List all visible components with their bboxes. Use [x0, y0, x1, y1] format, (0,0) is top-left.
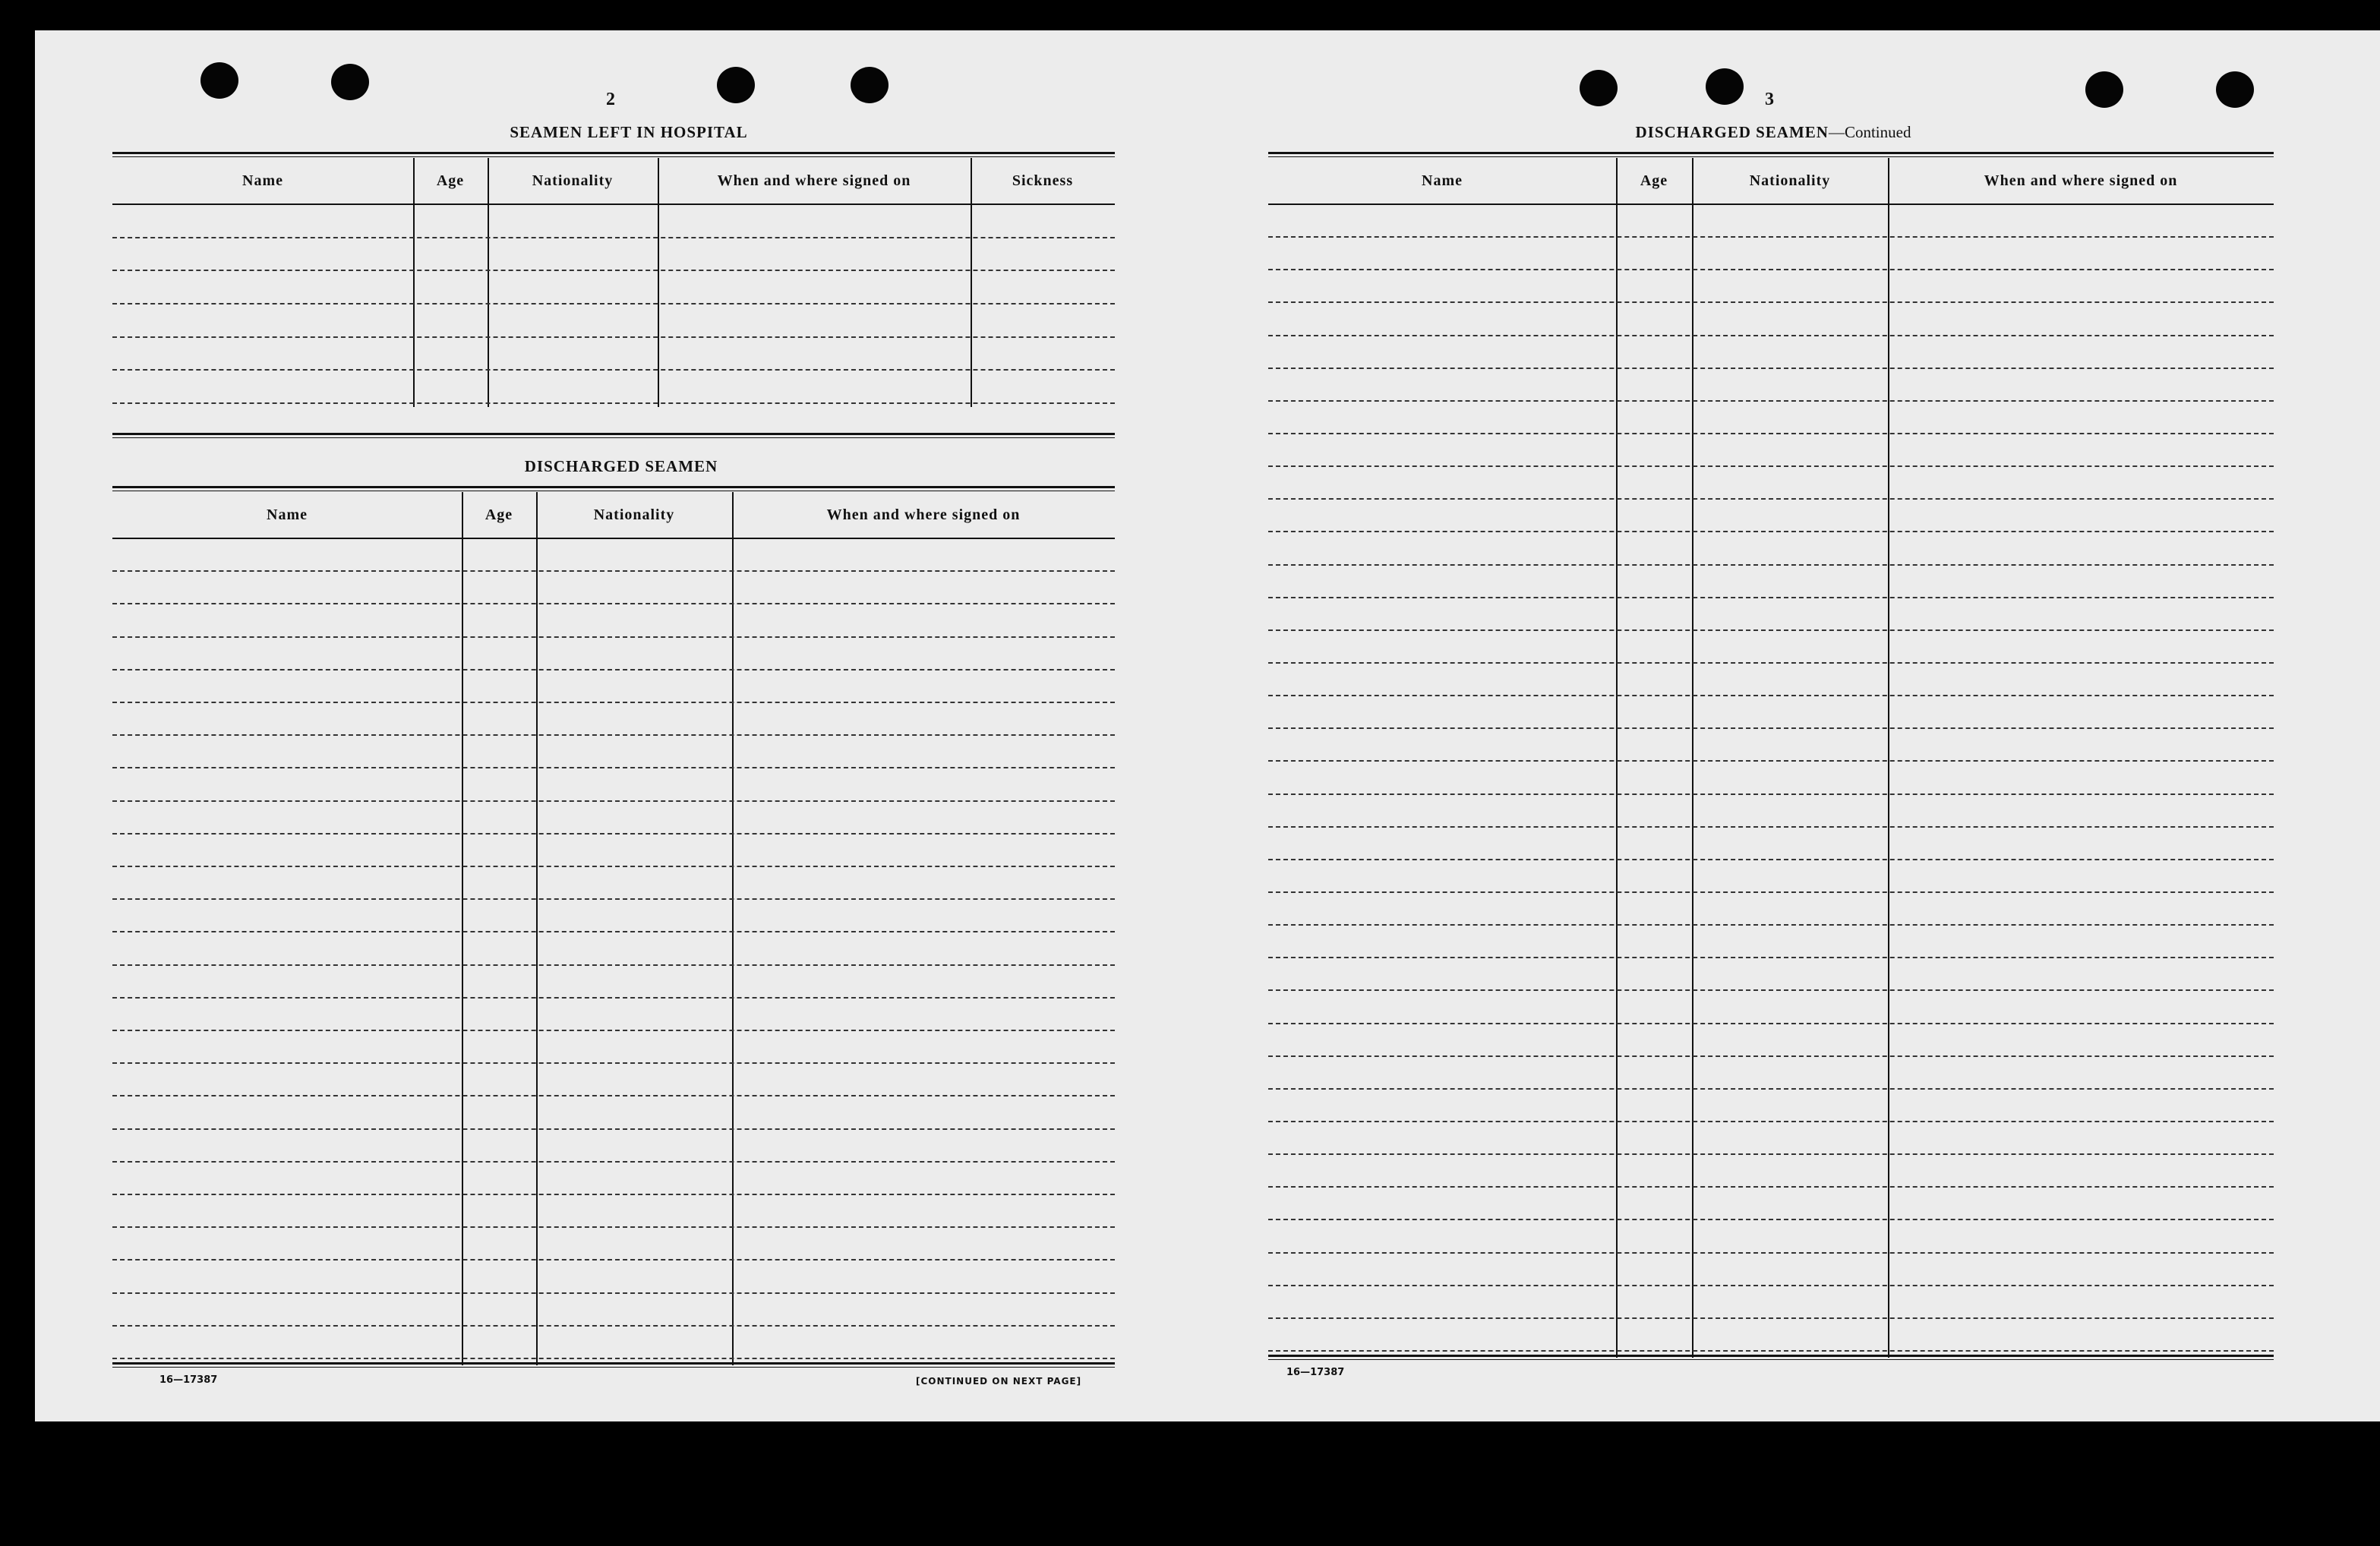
left-page — [112, 30, 1153, 1421]
column-header-signed-on: When and where signed on — [826, 506, 1021, 523]
table-row-line — [1268, 695, 2274, 696]
table-row-line — [112, 1226, 1115, 1228]
table-row-line — [1268, 1153, 2274, 1155]
table-row-line — [1268, 400, 2274, 402]
column-header-age: Age — [485, 506, 513, 523]
table-row-line — [112, 369, 1115, 371]
table-row-line — [1268, 269, 2274, 270]
column-header-sickness: Sickness — [1012, 172, 1074, 189]
table-row-line — [1268, 368, 2274, 369]
table-row-line — [112, 800, 1115, 802]
table-row-line — [1268, 335, 2274, 336]
column-header-nationality: Nationality — [593, 506, 675, 523]
column-header-name: Name — [242, 172, 283, 189]
page-number: 2 — [606, 90, 615, 109]
table-row-line — [112, 1292, 1115, 1294]
table-row-line — [1268, 531, 2274, 532]
column-divider — [462, 492, 463, 1365]
table-row-line — [1268, 1317, 2274, 1319]
table-row-line — [1268, 465, 2274, 467]
table-row-line — [112, 767, 1115, 768]
table-row-line — [112, 570, 1115, 572]
table-row-line — [112, 1161, 1115, 1163]
table-row-line — [1268, 301, 2274, 303]
column-divider — [1616, 158, 1618, 1358]
section-title-suffix: —Continued — [1828, 123, 1911, 141]
table-row-line — [112, 669, 1115, 670]
table-row-line — [1268, 794, 2274, 795]
hospital-top-rule — [112, 152, 1115, 157]
table-row-line — [1268, 826, 2274, 828]
discharged-top-rule — [1268, 152, 2274, 157]
discharged-continued-title — [1268, 123, 2278, 142]
hospital-table — [112, 158, 1115, 437]
discharged-table — [112, 492, 1115, 1365]
table-row-line — [1268, 760, 2274, 762]
table-row-line — [112, 636, 1115, 638]
ledger-sheet — [35, 30, 2380, 1421]
table-row-line — [112, 931, 1115, 932]
table-row-line — [1268, 1121, 2274, 1122]
column-header-age: Age — [436, 172, 465, 189]
discharged-bottom-rule — [1268, 1355, 2274, 1360]
section-title-text: DISCHARGED SEAMEN — [1635, 123, 1829, 141]
column-header-signed-on: When and where signed on — [1984, 172, 2178, 189]
discharged-top-rule — [112, 486, 1115, 491]
table-row-line — [112, 402, 1115, 404]
column-divider — [1888, 158, 1889, 1358]
header-underline — [1268, 204, 2274, 205]
table-row-line — [1268, 924, 2274, 926]
column-divider — [1692, 158, 1693, 1358]
column-header-name: Name — [1422, 172, 1463, 189]
table-row-line — [1268, 433, 2274, 434]
table-row-line — [1268, 989, 2274, 991]
discharged-bottom-rule — [112, 1362, 1115, 1368]
hospital-section-title: SEAMEN LEFT IN HOSPITAL — [510, 123, 748, 141]
table-row-line — [112, 237, 1115, 238]
table-row-line — [1268, 629, 2274, 631]
table-row-line — [112, 1030, 1115, 1031]
table-row-line — [1268, 859, 2274, 860]
table-row-line — [112, 964, 1115, 966]
table-row-line — [1268, 1088, 2274, 1090]
table-row-line — [112, 734, 1115, 736]
page-number: 3 — [1765, 90, 1774, 109]
table-row-line — [1268, 1186, 2274, 1188]
table-row-line — [112, 898, 1115, 900]
table-row-line — [1268, 564, 2274, 566]
table-row-line — [112, 1128, 1115, 1130]
table-row-line — [1268, 1023, 2274, 1024]
table-row-line — [1268, 1285, 2274, 1286]
column-header-age: Age — [1640, 172, 1668, 189]
table-row-line — [112, 303, 1115, 304]
table-row-line — [1268, 727, 2274, 729]
column-header-name: Name — [267, 506, 308, 523]
table-row-line — [112, 1194, 1115, 1195]
table-row-line — [112, 1259, 1115, 1260]
table-row-line — [112, 1358, 1115, 1359]
table-row-line — [112, 1062, 1115, 1064]
table-row-line — [1268, 236, 2274, 238]
header-underline — [112, 538, 1115, 539]
table-row-line — [1268, 662, 2274, 664]
table-row-line — [1268, 1219, 2274, 1220]
discharged-section-title: DISCHARGED SEAMEN — [524, 457, 718, 475]
discharged-continued-table — [1268, 158, 2274, 1358]
form-number: 16—17387 — [159, 1374, 218, 1386]
table-row-line — [1268, 1055, 2274, 1057]
table-row-line — [112, 603, 1115, 604]
column-header-nationality: Nationality — [532, 172, 614, 189]
header-underline — [112, 204, 1115, 205]
table-row-line — [1268, 597, 2274, 598]
table-row-line — [112, 1095, 1115, 1096]
table-row-line — [1268, 1252, 2274, 1254]
table-row-line — [112, 1325, 1115, 1327]
continued-note: [CONTINUED ON NEXT PAGE] — [916, 1376, 1082, 1387]
table-row-line — [1268, 1350, 2274, 1352]
table-row-line — [112, 702, 1115, 703]
column-header-signed-on: When and where signed on — [717, 172, 911, 189]
table-row-line — [112, 866, 1115, 867]
table-row-line — [1268, 957, 2274, 958]
table-row-line — [1268, 891, 2274, 893]
right-page — [1268, 30, 2286, 1421]
table-row-line — [112, 833, 1115, 835]
hospital-bottom-rule — [112, 433, 1115, 438]
column-divider — [536, 492, 538, 1365]
table-row-line — [112, 270, 1115, 271]
table-row-line — [1268, 498, 2274, 500]
table-row-line — [112, 997, 1115, 999]
table-row-line — [112, 336, 1115, 338]
form-number: 16—17387 — [1286, 1367, 1345, 1378]
column-divider — [732, 492, 734, 1365]
column-header-nationality: Nationality — [1749, 172, 1831, 189]
